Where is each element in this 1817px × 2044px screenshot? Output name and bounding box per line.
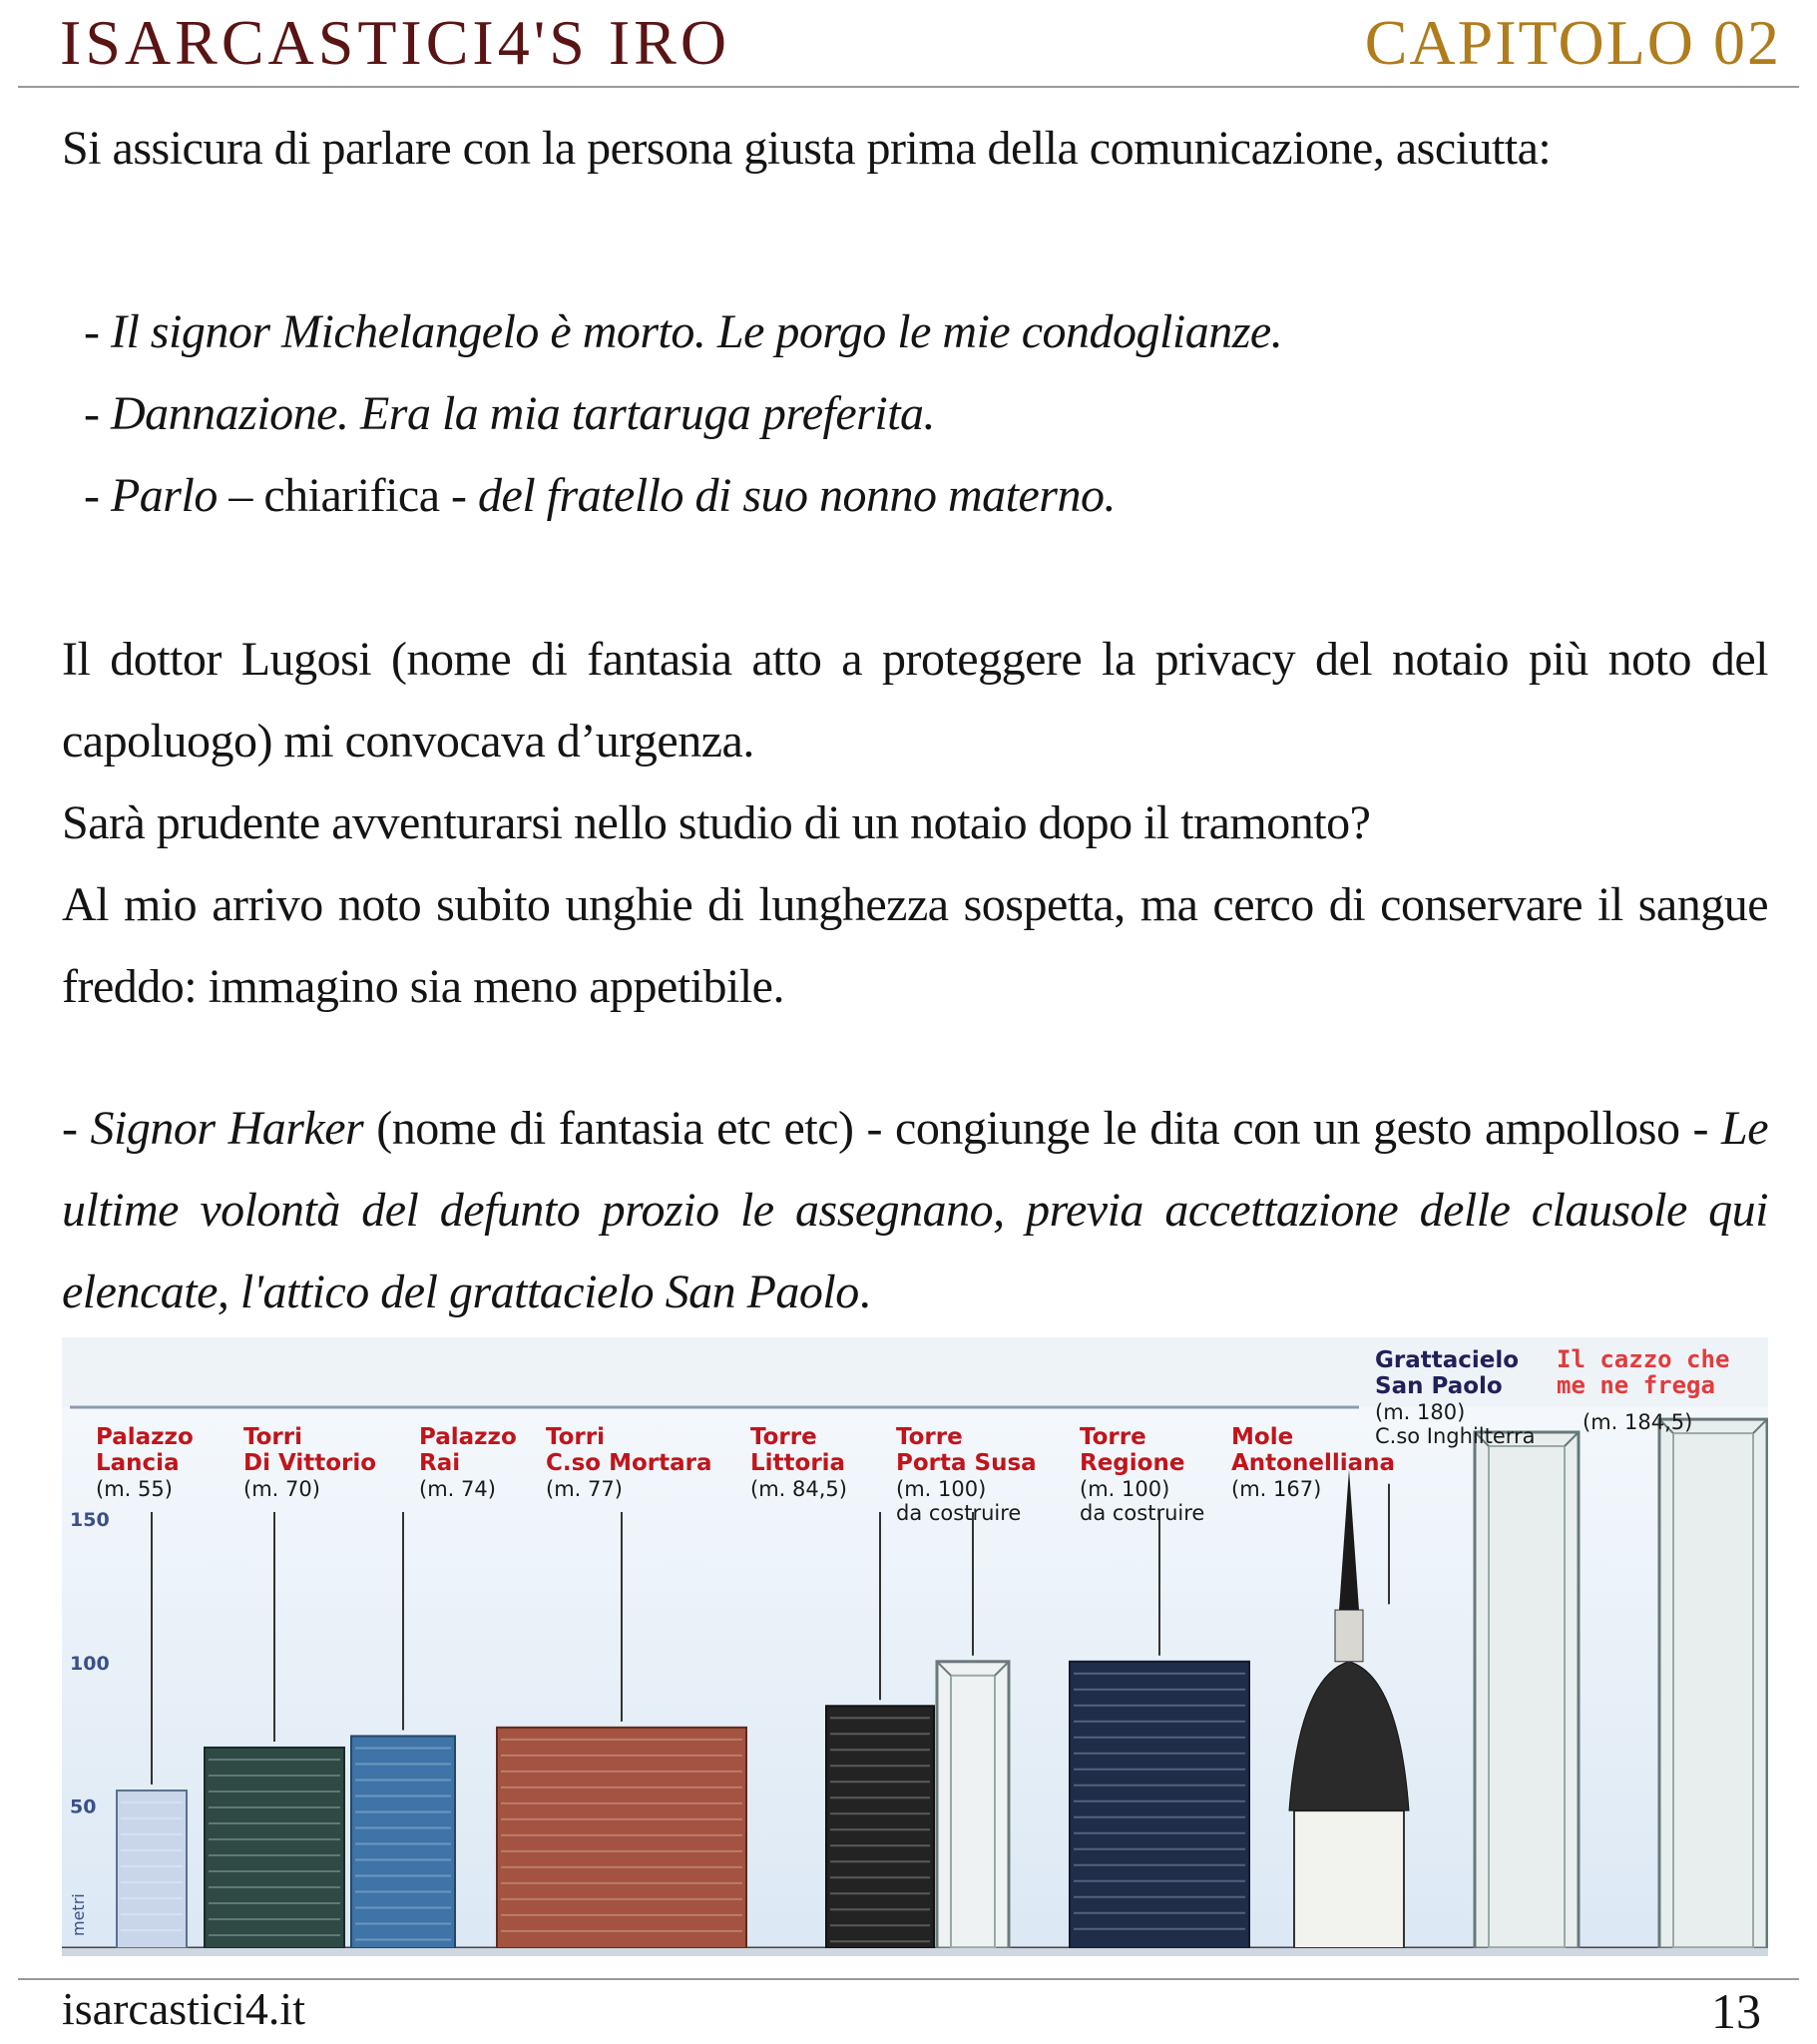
header-divider (18, 86, 1799, 88)
building-height: (m. 184,5) (1583, 1410, 1693, 1434)
dialogue-line-1: - Il signor Michelangelo è morto. Le porgo le mie condoglianze. (84, 305, 1283, 358)
bar-mole-lantern (1335, 1610, 1363, 1662)
building-name: Lancia (96, 1450, 180, 1476)
chart-ground (62, 1948, 1768, 1956)
building-note: C.so Inghilterra (1375, 1424, 1536, 1448)
y-axis-label: metri (69, 1893, 88, 1936)
skyscraper-height-chart (62, 1337, 1768, 1956)
page-number: 13 (1711, 1983, 1761, 2039)
footer-divider (18, 1978, 1799, 1980)
building-height: (m. 70) (243, 1477, 320, 1501)
y-tick-label: 150 (70, 1509, 110, 1532)
building-name: Palazzo (96, 1424, 194, 1450)
building-height: (m. 77) (546, 1477, 623, 1501)
building-name: San Paolo (1375, 1373, 1503, 1399)
building-height: (m. 84,5) (750, 1477, 847, 1501)
building-name: Torre (896, 1424, 963, 1450)
book-title: ISARCASTICI4'S IRO (60, 7, 731, 78)
bar-building (826, 1706, 934, 1948)
building-name: Torre (1080, 1424, 1146, 1450)
building-name: Porta Susa (896, 1450, 1037, 1476)
bar-building (351, 1736, 455, 1948)
building-name: Torri (546, 1424, 606, 1450)
bar-mole-base (1294, 1810, 1404, 1948)
paragraph-harker: - Signor Harker (nome di fantasia etc etc) - congiunge le dita con un gesto ampolloso - Le ultime volontà del defunto prozio le assegnano, previa accettazione delle clausole qui elencate, l'attico del grattacielo San Paolo. (62, 1102, 1769, 1318)
building-name: Il cazzo che (1557, 1345, 1730, 1373)
paragraph-lugosi: Il dottor Lugosi (nome di fantasia atto a proteggere la privacy del notaio più noto del capoluogo) mi convocava d’urgenza. Sarà prudente avventurarsi nello studio di un notaio dopo il tramonto? Al mio arrivo noto subito unghie di lunghezza sospetta, ma cerco di conservare il sangue freddo: immagino sia meno appetibile. (62, 633, 1768, 1013)
bar-building (937, 1662, 1009, 1948)
building-height: (m. 180) (1375, 1400, 1466, 1424)
building-name: Littoria (750, 1450, 846, 1476)
dialogue-block (62, 291, 1768, 537)
bar-building (117, 1790, 187, 1948)
building-name: Grattacielo (1375, 1347, 1520, 1373)
building-note: da costruire (1080, 1501, 1205, 1525)
building-name: Torre (750, 1424, 817, 1450)
chart-canvas (62, 1337, 1768, 1956)
building-height: (m. 167) (1231, 1477, 1322, 1501)
chapter-label: CAPITOLO 02 (1364, 7, 1781, 78)
bar-building (205, 1748, 344, 1948)
building-name: Regione (1080, 1450, 1185, 1476)
website-url: isarcastici4.it (62, 1983, 305, 2034)
building-name: Torri (243, 1424, 303, 1450)
bar-building (1659, 1419, 1767, 1948)
building-name: C.so Mortara (546, 1450, 712, 1476)
bar-building (1475, 1432, 1579, 1948)
building-name: Mole (1231, 1424, 1294, 1450)
building-note: da costruire (896, 1501, 1022, 1525)
building-name: Di Vittorio (243, 1450, 377, 1476)
building-name: Antonelliana (1231, 1450, 1396, 1476)
building-name: Rai (419, 1450, 461, 1476)
building-height: (m. 74) (419, 1477, 496, 1501)
dialogue-line-3: - Parlo – chiarifica - del fratello di suo nonno materno. (84, 469, 1116, 522)
building-name: me ne frega (1557, 1371, 1715, 1399)
building-height: (m. 55) (96, 1477, 173, 1501)
y-tick-label: 50 (70, 1795, 97, 1818)
dialogue-line-2: - Dannazione. Era la mia tartaruga preferita. (84, 387, 936, 440)
paragraph-intro: Si assicura di parlare con la persona giusta prima della comunicazione, asciutta: (62, 122, 1552, 175)
building-height: (m. 100) (1080, 1477, 1170, 1501)
y-tick-label: 100 (70, 1652, 110, 1675)
building-name: Palazzo (419, 1424, 517, 1450)
building-height: (m. 100) (896, 1477, 987, 1501)
